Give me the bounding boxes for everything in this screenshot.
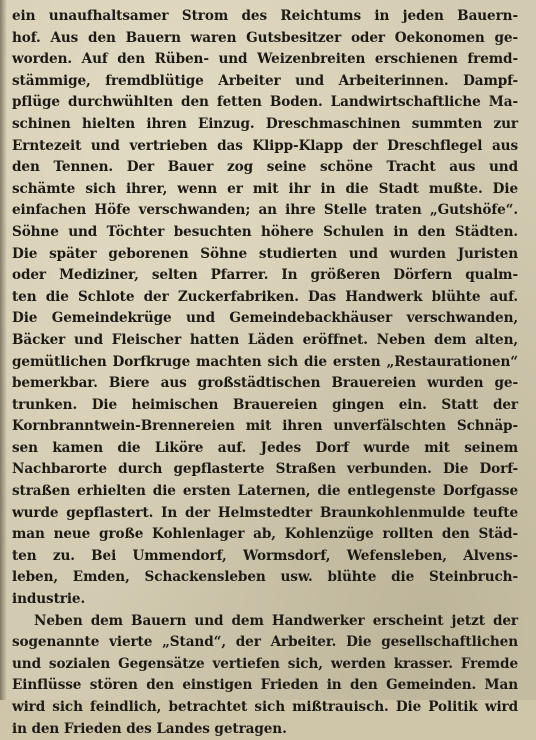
- text-line: worden. Auf den Rüben- und Weizenbreiten erschienen fremd-: [12, 51, 518, 68]
- text-line: hof. Aus den Bauern waren Gutsbesitzer oder Oekonomen ge-: [12, 29, 518, 46]
- text-line: wird sich feindlich, betrachtet sich mißtrauisch. Die Politik wird: [12, 699, 518, 715]
- text-line: Söhne und Töchter besuchten höhere Schulen in den Städten.: [12, 223, 518, 240]
- text-line: oder Mediziner, selten Pfarrer. In größeren Dörfern qualm-: [12, 267, 518, 284]
- text-line: straßen erhielten die ersten Laternen, die entlegenste Dorfgasse: [12, 483, 518, 500]
- text-line: wurde gepflastert. In der Helmstedter Braunkohlenmulde teufte: [12, 504, 518, 521]
- text-line: Kornbranntwein-Brennereien mit ihren unverfälschten Schnäp-: [12, 418, 518, 435]
- text-line: man neue große Kohlenlager ab, Kohlenzüge rollten den Städ-: [12, 526, 518, 543]
- text-line: bemerkbar. Biere aus großstädtischen Brauereien wurden ge-: [12, 375, 518, 392]
- text-line: ein unaufhaltsamer Strom des Reichtums in jeden Bauern-: [12, 8, 518, 24]
- text-line: ten die Schlote der Zuckerfabriken. Das Handwerk blühte auf.: [12, 288, 518, 305]
- text-line: trunken. Die heimischen Brauereien gingen ein. Statt der: [12, 396, 518, 413]
- text-line: Die später geborenen Söhne studierten und wurden Juristen: [12, 245, 518, 262]
- text-line: industrie.: [12, 591, 86, 608]
- text-line: pflüge durchwühlten den fetten Boden. Landwirtschaftliche Ma-: [12, 94, 518, 111]
- text-line: sen kamen die Liköre auf. Jedes Dorf wurde mit seinem: [12, 439, 518, 456]
- text-line: in den Frieden des Landes getragen.: [12, 720, 287, 737]
- text-line: ten zu. Bei Ummendorf, Wormsdorf, Wefensleben, Alvens-: [12, 547, 518, 564]
- text-line: Die Gemeindekrüge und Gemeindebackhäuser verschwanden,: [12, 310, 518, 327]
- text-line: Bäcker und Fleischer hatten Läden eröffnet. Neben dem alten,: [12, 331, 518, 348]
- text-line: Einflüsse stören den einstigen Frieden in den Gemeinden. Man: [12, 677, 518, 694]
- text-line: sogenannte vierte „Stand“, der Arbeiter. Die gesellschaftlichen: [12, 634, 518, 651]
- text-line: einfachen Höfe verschwanden; an ihre Stelle traten „Gutshöfe“.: [12, 202, 518, 219]
- text-line: den Tennen. Der Bauer zog seine schöne Tracht aus und: [12, 159, 518, 176]
- text-line: schinen hielten ihren Einzug. Dreschmaschinen summten zur: [12, 115, 518, 132]
- text-line: leben, Emden, Schackensleben usw. blühte die Steinbruch-: [12, 569, 518, 586]
- text-line: schämte sich ihrer, wenn er mit ihr in die Stadt mußte. Die: [12, 180, 518, 197]
- text-line: stämmige, fremdblütige Arbeiter und Arbeiterinnen. Dampf-: [12, 72, 518, 89]
- text-line: Neben dem Bauern und dem Handwerker erscheint jetzt der: [34, 612, 518, 629]
- text-line: gemütlichen Dorfkruge machten sich die ersten „Restaurationen“: [12, 353, 518, 370]
- article-text: [12, 6, 518, 740]
- text-line: und sozialen Gegensätze vertiefen sich, werden krasser. Fremde: [12, 655, 518, 672]
- text-line: Nachbarorte durch gepflasterte Straßen verbunden. Die Dorf-: [12, 461, 518, 478]
- text-line: Erntezeit und vertrieben das Klipp-Klapp der Dreschflegel aus: [12, 137, 518, 154]
